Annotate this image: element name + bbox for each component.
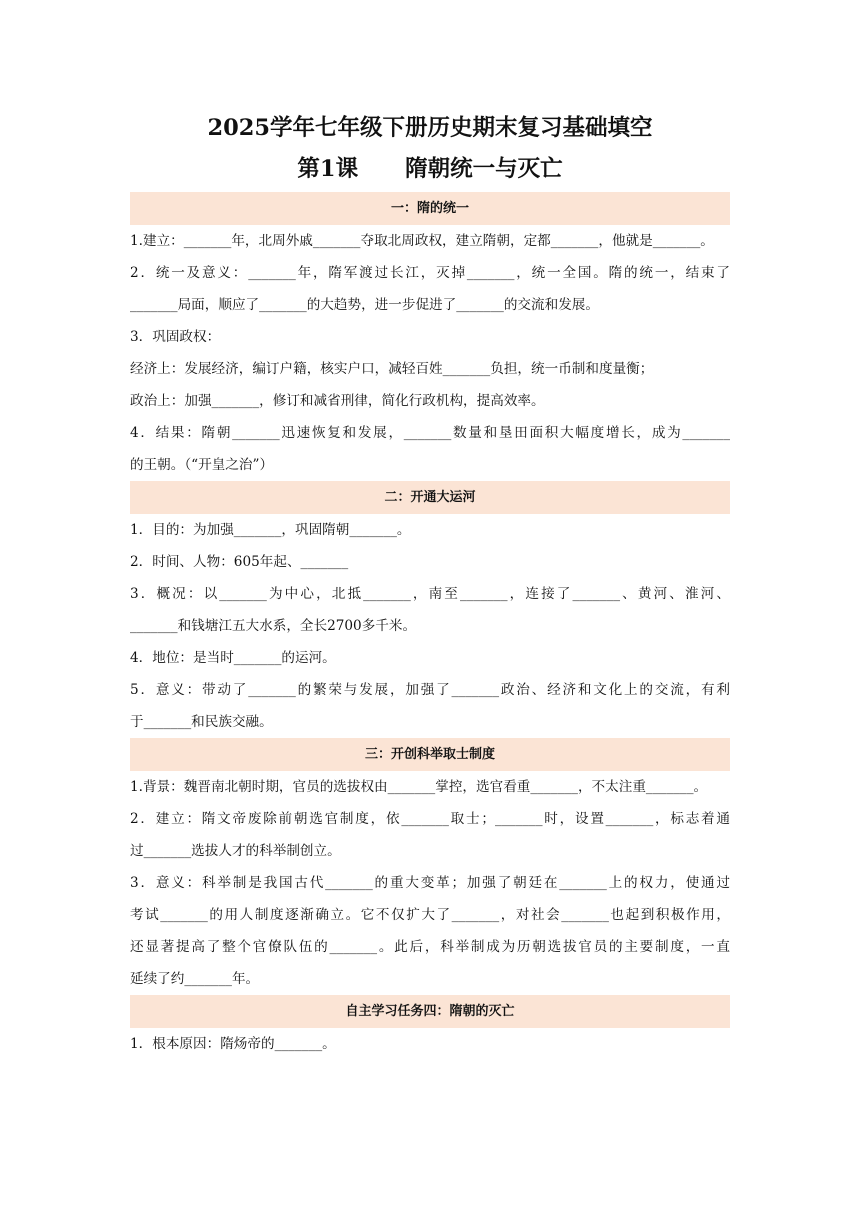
fill-blank-line: 延续了约_______年。 [130, 971, 260, 987]
fill-blank-line: 1.建立：_______年，北周外戚_______夺取北周政权，建立隋朝，定都_______，他就是_______。 [130, 233, 714, 249]
fill-blank-line: 的王朝。（“开皇之治”） [130, 457, 274, 473]
fill-blank-line: 4．地位：是当时_______的运河。 [130, 650, 336, 666]
document-content [130, 108, 730, 1060]
fill-blank-line: 于_______和民族交融。 [130, 714, 273, 730]
fill-blank-line: 1.背景：魏晋南北朝时期，官员的选拔权由_______掌控，选官看重_______，不太注重_______。 [130, 779, 708, 795]
fill-blank-line: 1．根本原因：隋炀帝的_______。 [130, 1036, 336, 1052]
document-title: 2025学年七年级下册历史期末复习基础填空 [207, 115, 653, 141]
fill-blank-line: 考试_______的用人制度逐渐确立。它不仅扩大了_______，对社会_______也起到积极作用， [130, 907, 730, 923]
fill-blank-line: 1．目的：为加强_______，巩固隋朝_______。 [130, 522, 411, 538]
fill-blank-line: 还显著提高了整个官僚队伍的_______。此后，科举制成为历朝选拔官员的主要制度，一直 [130, 939, 730, 955]
section-heading: 自主学习任务四：隋朝的灭亡 [130, 995, 730, 1028]
fill-blank-line: 3．意义：科举制是我国古代_______的重大变革；加强了朝廷在_______上的权力，使通过 [130, 875, 730, 891]
fill-blank-line: 2．时间、人物：605年起、_______ [130, 554, 349, 570]
fill-blank-line: 经济上：发展经济，编订户籍，核实户口，减轻百姓_______负担，统一币制和度量衡； [130, 361, 654, 377]
fill-blank-line: 政治上：加强_______，修订和减省刑律，简化行政机构，提高效率。 [130, 393, 545, 409]
fill-blank-line: 2．统一及意义：_______年，隋军渡过长江，灭掉_______，统一全国。隋的统一，结束了 [130, 265, 730, 281]
section-heading: 三：开创科举取士制度 [130, 738, 730, 771]
fill-blank-line: _______和钱塘江五大水系，全长2700多千米。 [130, 618, 417, 634]
fill-blank-line: 过_______选拔人才的科举制创立。 [130, 843, 341, 859]
sections-container [130, 192, 730, 1060]
fill-blank-line: 4．结果：隋朝_______迅速恢复和发展，_______数量和垦田面积大幅度增长，成为_______ [130, 425, 730, 441]
fill-blank-line: 2．建立：隋文帝废除前朝选官制度，依_______取士；_______时，设置_______，标志着通 [130, 811, 730, 827]
section-heading: 二：开通大运河 [130, 481, 730, 514]
fill-blank-line: _______局面，顺应了_______的大趋势，进一步促进了_______的交流和发展。 [130, 297, 599, 313]
fill-blank-line: 3．巩固政权： [130, 329, 221, 345]
lesson-title: 第1课 隋朝统一与灭亡 [297, 156, 563, 182]
section-heading: 一：隋的统一 [130, 192, 730, 225]
fill-blank-line: 5．意义：带动了_______的繁荣与发展，加强了_______政治、经济和文化上的交流，有利 [130, 682, 730, 698]
fill-blank-line: 3．概况：以_______为中心，北抵_______，南至_______，连接了_______、黄河、淮河、 [130, 586, 730, 602]
